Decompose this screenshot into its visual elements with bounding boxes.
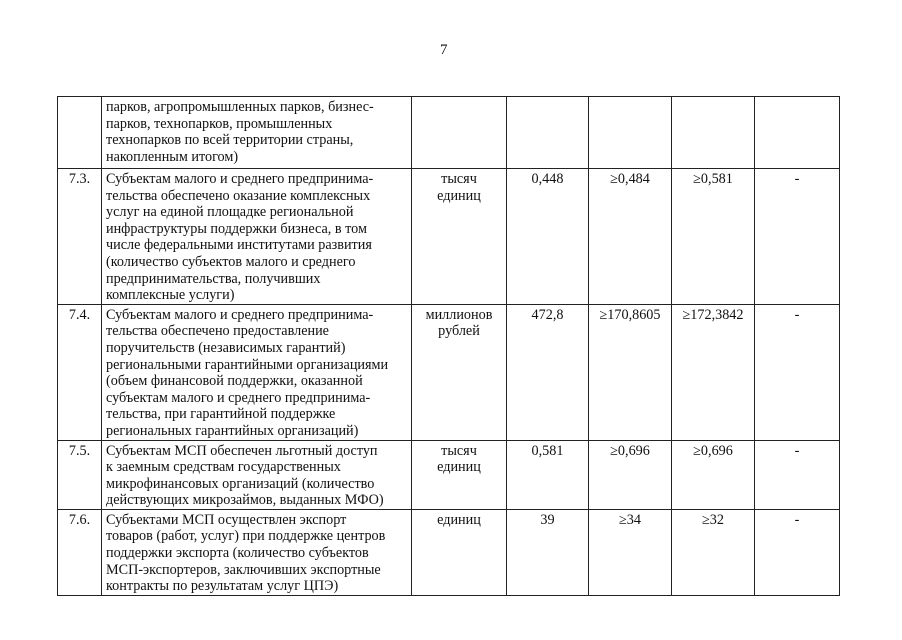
row-value-year-3: -	[755, 440, 840, 509]
table-row	[58, 509, 840, 595]
row-unit: единиц	[412, 509, 507, 595]
row-description: Субъектам малого и среднего предпринима- тельства обеспечено предоставление поручительств (независимых гарантий) региональными гарантийными организациями (объем финансовой поддержки, оказанной субъектам малого и среднего предпринима- тельства, при гарантийной поддержке региональных гарантийных организаций)	[102, 304, 412, 440]
row-unit: миллионов рублей	[412, 304, 507, 440]
row-description: Субъектам МСП обеспечен льготный доступ к заемным средствам государственных микрофинансовых организаций (количество действующих микрозаймов, выданных МФО)	[102, 440, 412, 509]
row-description: Субъектами МСП осуществлен экспорт товаров (работ, услуг) при поддержке центров поддержки экспорта (количество субъектов МСП-экспортеров, заключивших экспортные контракты по результатам услуг ЦПЭ)	[102, 509, 412, 595]
row-value-year-3	[755, 97, 840, 169]
row-number: 7.3.	[58, 169, 102, 305]
row-value-base	[507, 97, 589, 169]
row-number	[58, 97, 102, 169]
row-value-base: 0,581	[507, 440, 589, 509]
row-value-year-1	[589, 97, 672, 169]
row-value-year-2: ≥0,696	[672, 440, 755, 509]
row-unit: тысяч единиц	[412, 440, 507, 509]
row-value-year-2: ≥172,3842	[672, 304, 755, 440]
table-row	[58, 97, 840, 169]
row-value-year-1: ≥0,696	[589, 440, 672, 509]
row-value-base: 472,8	[507, 304, 589, 440]
table-row	[58, 169, 840, 305]
row-value-year-3: -	[755, 169, 840, 305]
row-value-year-1: ≥170,8605	[589, 304, 672, 440]
row-number: 7.5.	[58, 440, 102, 509]
row-value-year-1: ≥34	[589, 509, 672, 595]
page-number: 7	[440, 42, 448, 58]
row-value-year-3: -	[755, 509, 840, 595]
row-unit	[412, 97, 507, 169]
row-value-year-3: -	[755, 304, 840, 440]
row-number: 7.6.	[58, 509, 102, 595]
row-value-base: 0,448	[507, 169, 589, 305]
row-value-year-1: ≥0,484	[589, 169, 672, 305]
row-unit: тысяч единиц	[412, 169, 507, 305]
row-value-year-2: ≥0,581	[672, 169, 755, 305]
row-description: парков, агропромышленных парков, бизнес- парков, технопарков, промышленных технопарков по всей территории страны, накопленным итогом)	[102, 97, 412, 169]
table-row	[58, 440, 840, 509]
row-number: 7.4.	[58, 304, 102, 440]
row-description: Субъектам малого и среднего предпринима- тельства обеспечено оказание комплексных услуг на единой площадке региональной инфраструктуры поддержки бизнеса, в том числе федеральными институтами развития (количество субъектов малого и среднего предпринимательства, получивших комплексные услуги)	[102, 169, 412, 305]
row-value-base: 39	[507, 509, 589, 595]
table-row	[58, 304, 840, 440]
indicators-table	[57, 96, 840, 596]
row-value-year-2: ≥32	[672, 509, 755, 595]
row-value-year-2	[672, 97, 755, 169]
